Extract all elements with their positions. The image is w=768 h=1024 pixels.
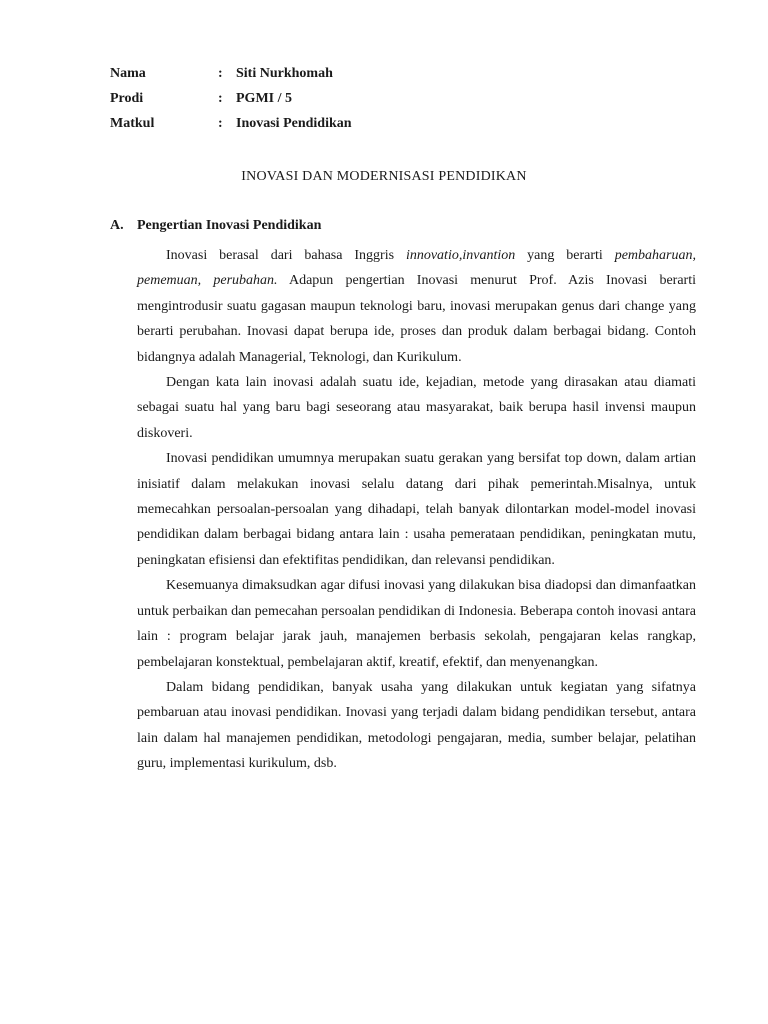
paragraph-3: Inovasi pendidikan umumnya merupakan suatu gerakan yang bersifat top down, dalam artian inisiatif dalam melakukan inovasi selalu datang dari pihak pemerintah.Misalnya, untuk memecahkan persoalan-persoalan yang dihadapi, telah banyak dilontarkan model-model inovasi pendidikan dalam berbagai bidang antara lain : usaha pemerataan pendidikan, peningkatan mutu, peningkatan efisiensi dan efektifitas pendidikan, dan relevansi pendidikan. — [137, 451, 696, 568]
header-value: PGMI / 5 — [236, 91, 292, 106]
header-colon: : — [218, 91, 223, 106]
paragraph-text: Adapun pengertian Inovasi menurut Prof. Azis Inovasi berarti mengintrodusir suatu gagasan maupun teknologi baru, inovasi merupakan genus dari change yang berarti perubahan. Inovasi dapat berupa ide, proses dan produk dalam berbagai bidang. Contoh bidangnya adalah Managerial, Teknologi, dan Kurikulum. — [137, 273, 697, 365]
section-a — [110, 218, 696, 777]
italic-term: pembaharuan, pememuan, perubahan. — [137, 248, 696, 289]
section-heading — [110, 218, 696, 240]
section-body — [137, 243, 696, 777]
paragraph-2: Dengan kata lain inovasi adalah suatu ide, kejadian, metode yang dirasakan atau diamati sebagai suatu hal yang baru bagi seseorang atau masyarakat, baik berupa hasil invensi maupun diskoveri. — [137, 375, 696, 441]
header-label: Prodi — [110, 91, 144, 106]
paragraph-5: Dalam bidang pendidikan, banyak usaha yang dilakukan untuk kegiatan yang sifatnya pembaruan atau inovasi pendidikan. Inovasi yang terjadi dalam bidang pendidikan tersebut, antara lain dalam hal manajemen pendidikan, metodologi pengajaran, media, sumber belajar, pelatihan guru, implementasi kurikulum, dsb. — [137, 679, 696, 772]
paragraph-4: Kesemuanya dimaksudkan agar difusi inovasi yang dilakukan bisa diadopsi dan dimanfaatkan untuk perbaikan dan pemecahan persoalan pendidikan di Indonesia. Beberapa contoh inovasi antara lain : program belajar jarak jauh, manajemen berbasis sekolah, pengajaran kelas rangkap, pembelajaran konstektual, pembelajaran aktif, kreatif, efektif, dan menyenangkan. — [137, 578, 697, 670]
header-value: Inovasi Pendidikan — [236, 116, 352, 131]
header-label: Nama — [110, 66, 146, 81]
section-letter: A. — [110, 218, 124, 233]
header-value: Siti Nurkhomah — [236, 66, 333, 81]
header-row-nama — [110, 66, 710, 91]
document-title: INOVASI DAN MODERNISASI PENDIDIKAN — [241, 169, 527, 184]
header-label: Matkul — [110, 116, 155, 131]
paragraph-text: yang berarti — [515, 248, 615, 263]
section-heading-text: Pengertian Inovasi Pendidikan — [137, 218, 322, 233]
paragraph-1 — [137, 243, 696, 370]
paragraph-text: Inovasi berasal dari bahasa Inggris — [166, 248, 406, 263]
header-row-matkul — [110, 116, 710, 141]
header-row-prodi — [110, 91, 710, 116]
header-colon: : — [218, 66, 223, 81]
italic-term: innovatio,invantion — [405, 248, 516, 263]
identity-header — [110, 66, 710, 141]
header-colon: : — [218, 116, 223, 131]
